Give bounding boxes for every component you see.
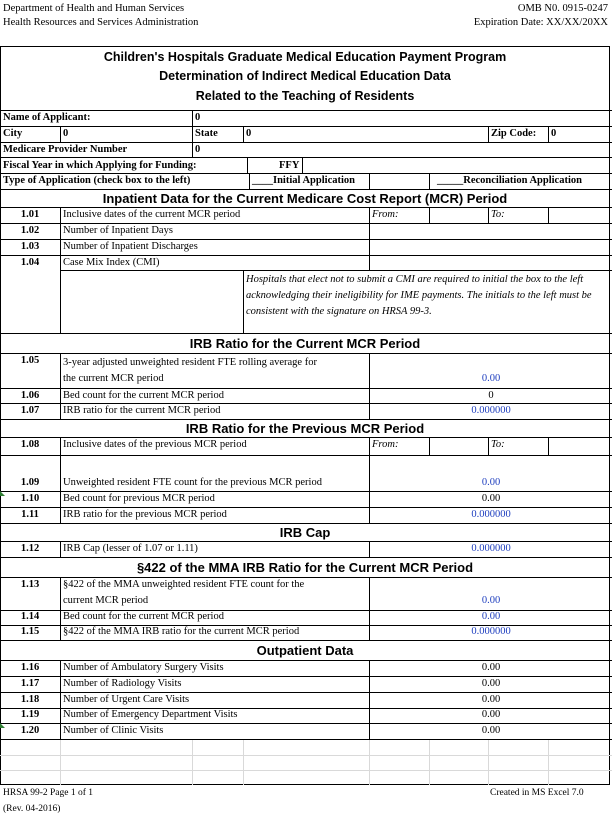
row-value: 0.00	[481, 477, 501, 488]
row-label: Case Mix Index (CMI)	[63, 257, 160, 268]
row-value: 0	[488, 390, 494, 401]
section-inpatient: Inpatient Data for the Current Medicare Cost Report (MCR) Period	[102, 191, 508, 206]
to-label: To:	[491, 209, 505, 220]
row-value: 0.00	[481, 709, 501, 720]
application-type-label: Type of Application (check box to the left)	[3, 175, 191, 186]
row-label-continued: current MCR period	[63, 595, 149, 606]
cell-comment-marker	[0, 491, 5, 496]
section-outpatient: Outpatient Data	[256, 643, 354, 658]
row-value: 0.000000	[471, 543, 511, 554]
row-label: Number of Radiology Visits	[63, 678, 182, 689]
revision-date: (Rev. 04-2016)	[3, 804, 61, 814]
row-label: Bed count for the current MCR period	[63, 390, 224, 401]
applicant-name-field[interactable]: 0	[195, 112, 201, 123]
row-label: IRB Cap (lesser of 1.07 or 1.11)	[63, 543, 198, 554]
row-number: 1.06	[20, 390, 40, 401]
state-label: State	[195, 128, 218, 139]
cmi-note: Hospitals that elect not to submit a CMI are required to initial the box to the left acknowledging their ineligibility for IME payments. The initials to the left must be consistent with the signature on HRSA 99-3.	[246, 274, 592, 317]
zip-label: Zip Code:	[491, 128, 537, 139]
row-label: §422 of the MMA unweighted resident FTE count for the	[63, 579, 305, 590]
zip-field[interactable]: 0	[551, 128, 557, 139]
row-label: IRB ratio for the current MCR period	[63, 405, 221, 416]
section-irb-current: IRB Ratio for the Current MCR Period	[189, 336, 421, 351]
row-number: 1.05	[20, 355, 40, 366]
row-number: 1.04	[20, 257, 40, 268]
provider-number-label: Medicare Provider Number	[3, 144, 128, 155]
row-label: Unweighted resident FTE count for the previous MCR period	[63, 477, 322, 488]
row-value: 0.000000	[471, 405, 511, 416]
row-value: 0.00	[481, 611, 501, 622]
row-number: 1.19	[20, 709, 40, 720]
row-label-continued: the current MCR period	[63, 373, 164, 384]
fiscal-year-field[interactable]: FFY	[279, 160, 300, 171]
row-label: Number of Clinic Visits	[63, 725, 164, 736]
row-number: 1.13	[20, 579, 40, 590]
row-number: 1.11	[21, 509, 39, 520]
state-field[interactable]: 0	[246, 128, 252, 139]
row-value: 0.00	[481, 595, 501, 606]
fiscal-year-label: Fiscal Year in which Applying for Funding:	[3, 160, 197, 171]
row-value: 0.00	[481, 694, 501, 705]
row-label: Bed count for the current MCR period	[63, 611, 224, 622]
reconciliation-application-checkbox[interactable]: _____Reconciliation Application	[437, 175, 582, 186]
row-number: 1.09	[20, 477, 40, 488]
row-label: Number of Urgent Care Visits	[63, 694, 190, 705]
from-label: From:	[372, 209, 399, 220]
city-field[interactable]: 0	[63, 128, 69, 139]
row-number: 1.20	[20, 725, 40, 736]
row-value: 0.000000	[471, 626, 511, 637]
row-number: 1.08	[20, 439, 40, 450]
row-value: 0.00	[481, 662, 501, 673]
row-label: §422 of the MMA IRB ratio for the current MCR period	[63, 626, 300, 637]
row-label: Inclusive dates of the current MCR period	[63, 209, 241, 220]
applicant-name-label: Name of Applicant:	[3, 112, 91, 123]
expiration-date: Expiration Date: XX/XX/20XX	[473, 17, 608, 28]
agency-name: Health Resources and Services Administration	[3, 17, 199, 28]
row-number: 1.03	[20, 241, 40, 252]
row-label: Inclusive dates of the previous MCR period	[63, 439, 247, 450]
row-number: 1.02	[20, 225, 40, 236]
form-subtitle-2: Related to the Teaching of Residents	[195, 89, 415, 103]
created-in-note: Created in MS Excel 7.0	[490, 788, 584, 798]
row-number: 1.07	[20, 405, 40, 416]
row-value: 0.00	[481, 678, 501, 689]
row-number: 1.01	[20, 209, 40, 220]
section-irb-cap: IRB Cap	[279, 525, 331, 540]
row-label: Number of Ambulatory Surgery Visits	[63, 662, 224, 673]
department-name: Department of Health and Human Services	[3, 3, 185, 14]
section-mma: §422 of the MMA IRB Ratio for the Current MCR Period	[136, 560, 474, 575]
provider-number-field[interactable]: 0	[195, 144, 201, 155]
row-number: 1.18	[20, 694, 40, 705]
row-number: 1.14	[20, 611, 40, 622]
row-value: 0.00	[481, 493, 501, 504]
city-label: City	[3, 128, 23, 139]
from-label: From:	[372, 439, 399, 450]
row-value: 0.00	[481, 725, 501, 736]
section-irb-previous: IRB Ratio for the Previous MCR Period	[185, 421, 425, 436]
row-label: IRB ratio for the previous MCR period	[63, 509, 227, 520]
row-label: Bed count for previous MCR period	[63, 493, 215, 504]
row-label: Number of Inpatient Discharges	[63, 241, 198, 252]
row-number: 1.17	[20, 678, 40, 689]
row-number: 1.15	[20, 626, 40, 637]
row-label: Number of Emergency Department Visits	[63, 709, 238, 720]
initial-application-checkbox[interactable]: ____Initial Application	[252, 175, 355, 186]
row-value: 0.00	[481, 373, 501, 384]
form-number: HRSA 99-2 Page 1 of 1	[3, 788, 93, 798]
form-subtitle: Determination of Indirect Medical Education Data	[159, 69, 451, 83]
row-number: 1.12	[20, 543, 40, 554]
omb-number: OMB N0. 0915-0247	[517, 3, 608, 14]
row-number: 1.10	[20, 493, 40, 504]
row-label: Number of Inpatient Days	[63, 225, 173, 236]
cell-comment-marker	[0, 723, 5, 728]
row-value: 0.000000	[471, 509, 511, 520]
row-label: 3-year adjusted unweighted resident FTE rolling average for	[63, 357, 317, 368]
form-title: Children's Hospitals Graduate Medical Education Payment Program	[103, 50, 507, 64]
row-number: 1.16	[20, 662, 40, 673]
to-label: To:	[491, 439, 505, 450]
